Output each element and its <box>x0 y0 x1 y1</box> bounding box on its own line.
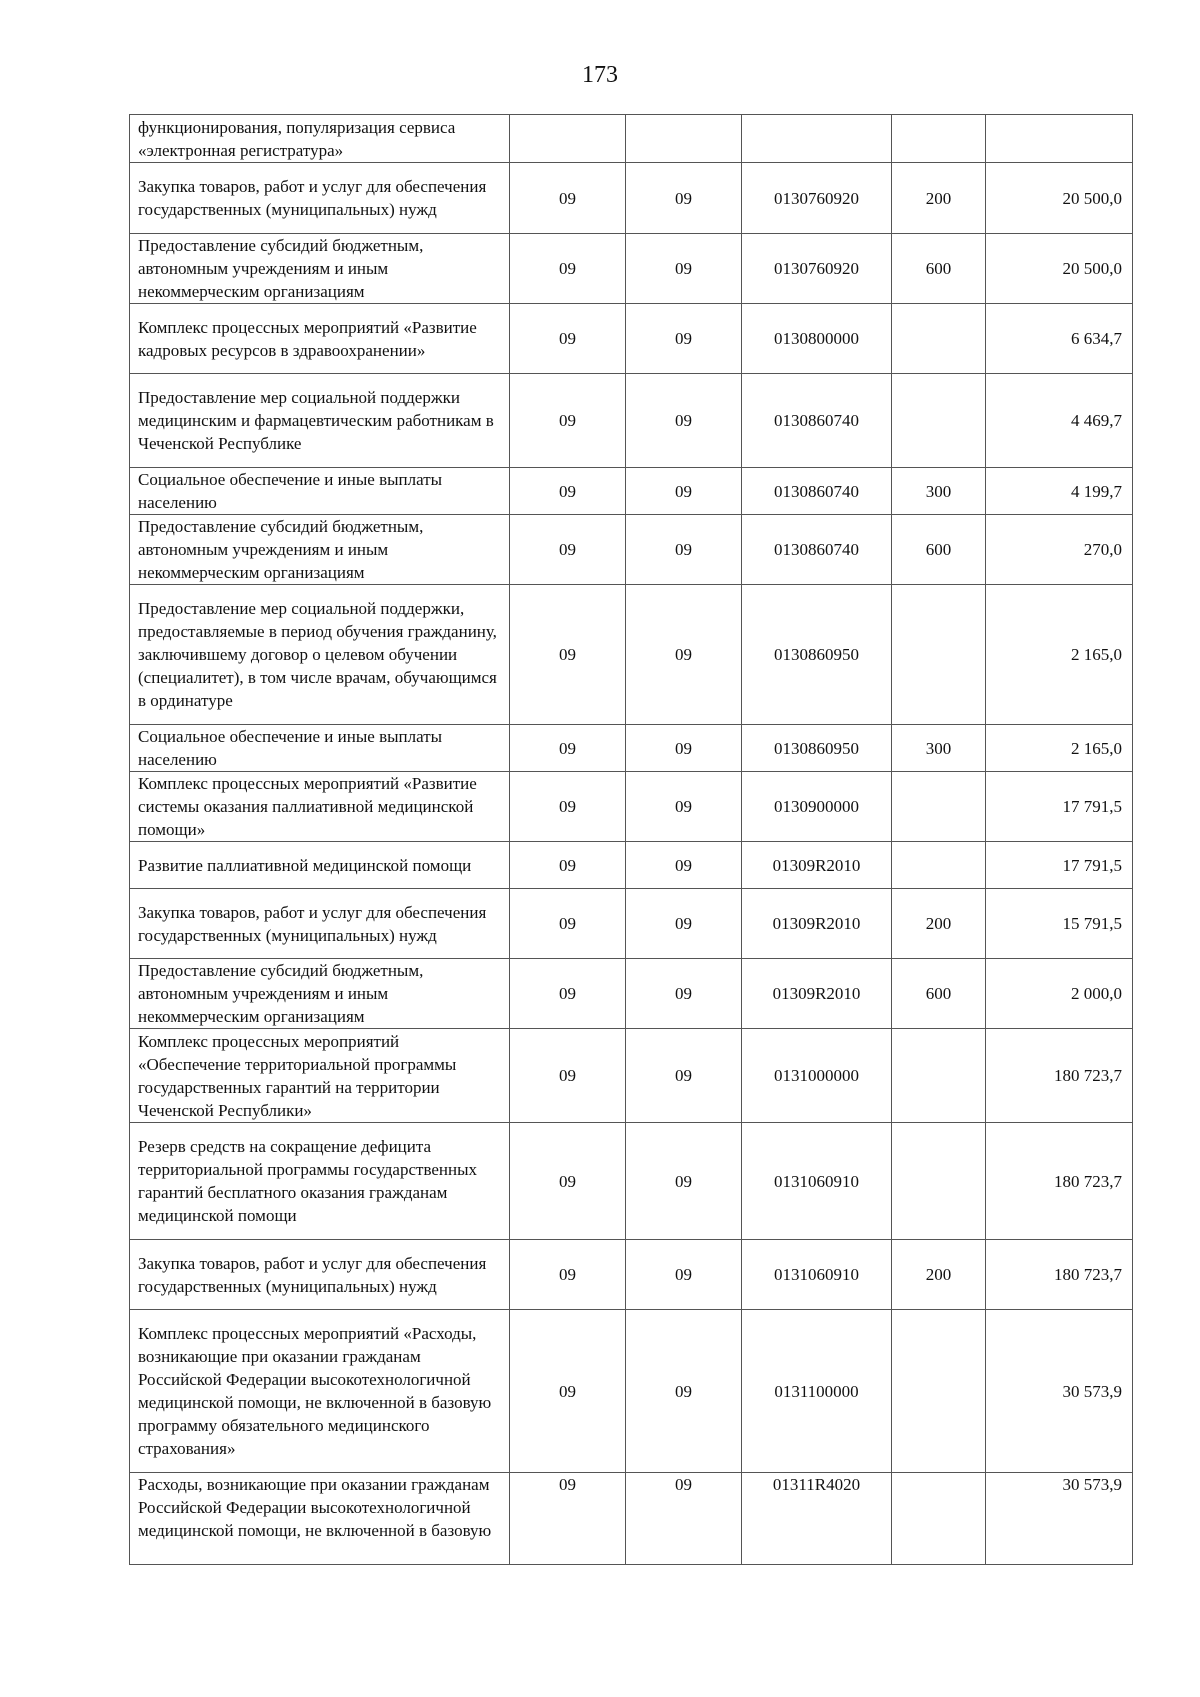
row-name: Комплекс процессных мероприятий «Развитие кадровых ресурсов в здравоохранении» <box>130 304 510 374</box>
row-subsection: 09 <box>626 585 742 725</box>
row-target-code: 01311R4020 <box>742 1473 892 1565</box>
row-amount: 4 199,7 <box>986 468 1133 515</box>
row-expense-type: 300 <box>892 725 986 772</box>
row-target-code: 01309R2010 <box>742 959 892 1029</box>
row-target-code: 0130860740 <box>742 374 892 468</box>
row-amount: 180 723,7 <box>986 1029 1133 1123</box>
table-row <box>130 842 1133 889</box>
row-target-code: 0130800000 <box>742 304 892 374</box>
row-name: Комплекс процессных мероприятий «Расходы, возникающие при оказании гражданам Российской Федерации высокотехнологичной медицинской помощи, не включенной в базовую программу обязательного медицинского страхования» <box>130 1310 510 1473</box>
row-subsection: 09 <box>626 725 742 772</box>
row-name: Предоставление мер социальной поддержки, предоставляемые в период обучения гражданину, заключившему договор о целевом обучении (специалитет), в том числе врачам, обучающимся в ординатуре <box>130 585 510 725</box>
row-subsection: 09 <box>626 1123 742 1240</box>
row-expense-type: 300 <box>892 468 986 515</box>
row-amount: 15 791,5 <box>986 889 1133 959</box>
row-name: Закупка товаров, работ и услуг для обеспечения государственных (муниципальных) нужд <box>130 889 510 959</box>
row-amount: 180 723,7 <box>986 1240 1133 1310</box>
row-expense-type: 600 <box>892 234 986 304</box>
row-section: 09 <box>510 585 626 725</box>
row-target-code: 0130760920 <box>742 234 892 304</box>
row-target-code: 0130860740 <box>742 515 892 585</box>
row-section: 09 <box>510 304 626 374</box>
row-section: 09 <box>510 1029 626 1123</box>
row-target-code <box>742 115 892 163</box>
row-section: 09 <box>510 163 626 234</box>
row-target-code: 0131100000 <box>742 1310 892 1473</box>
row-section: 09 <box>510 1310 626 1473</box>
table-row <box>130 234 1133 304</box>
row-subsection: 09 <box>626 959 742 1029</box>
table-row <box>130 374 1133 468</box>
row-target-code: 0130860740 <box>742 468 892 515</box>
row-expense-type <box>892 374 986 468</box>
row-amount: 180 723,7 <box>986 1123 1133 1240</box>
row-section: 09 <box>510 772 626 842</box>
row-expense-type: 600 <box>892 959 986 1029</box>
row-subsection: 09 <box>626 1240 742 1310</box>
row-subsection: 09 <box>626 163 742 234</box>
row-expense-type <box>892 1029 986 1123</box>
row-name: функционирования, популяризация сервиса «электронная регистратура» <box>130 115 510 163</box>
row-amount: 17 791,5 <box>986 842 1133 889</box>
row-amount: 2 165,0 <box>986 585 1133 725</box>
row-expense-type <box>892 1310 986 1473</box>
table-row <box>130 1240 1133 1310</box>
row-amount: 6 634,7 <box>986 304 1133 374</box>
row-target-code: 0130900000 <box>742 772 892 842</box>
table-row <box>130 1473 1133 1565</box>
row-target-code: 0130860950 <box>742 585 892 725</box>
row-section: 09 <box>510 1240 626 1310</box>
table-row <box>130 515 1133 585</box>
row-name: Закупка товаров, работ и услуг для обеспечения государственных (муниципальных) нужд <box>130 1240 510 1310</box>
row-subsection: 09 <box>626 468 742 515</box>
row-section: 09 <box>510 889 626 959</box>
table-row <box>130 163 1133 234</box>
row-amount <box>986 115 1133 163</box>
row-amount: 17 791,5 <box>986 772 1133 842</box>
table-row <box>130 468 1133 515</box>
row-target-code: 0130860950 <box>742 725 892 772</box>
row-section: 09 <box>510 842 626 889</box>
row-amount: 20 500,0 <box>986 234 1133 304</box>
row-amount: 30 573,9 <box>986 1310 1133 1473</box>
table-row <box>130 1123 1133 1240</box>
row-subsection: 09 <box>626 842 742 889</box>
row-name: Предоставление субсидий бюджетным, автономным учреждениям и иным некоммерческим организациям <box>130 234 510 304</box>
row-section: 09 <box>510 1123 626 1240</box>
row-section: 09 <box>510 515 626 585</box>
row-subsection: 09 <box>626 772 742 842</box>
row-name: Социальное обеспечение и иные выплаты населению <box>130 725 510 772</box>
row-amount: 30 573,9 <box>986 1473 1133 1565</box>
row-name: Развитие паллиативной медицинской помощи <box>130 842 510 889</box>
row-subsection: 09 <box>626 1029 742 1123</box>
table-row <box>130 304 1133 374</box>
table-row <box>130 1029 1133 1123</box>
row-target-code: 0131000000 <box>742 1029 892 1123</box>
row-amount: 2 165,0 <box>986 725 1133 772</box>
row-subsection: 09 <box>626 1473 742 1565</box>
row-expense-type: 200 <box>892 889 986 959</box>
row-expense-type <box>892 115 986 163</box>
page-number: 173 <box>582 62 618 88</box>
row-name: Предоставление субсидий бюджетным, автономным учреждениям и иным некоммерческим организациям <box>130 515 510 585</box>
row-name: Закупка товаров, работ и услуг для обеспечения государственных (муниципальных) нужд <box>130 163 510 234</box>
row-name: Комплекс процессных мероприятий «Развитие системы оказания паллиативной медицинской помощи» <box>130 772 510 842</box>
table-row <box>130 725 1133 772</box>
row-subsection: 09 <box>626 889 742 959</box>
table-row <box>130 772 1133 842</box>
row-expense-type <box>892 1123 986 1240</box>
budget-table-body <box>130 115 1133 1565</box>
table-row <box>130 1310 1133 1473</box>
row-target-code: 0130760920 <box>742 163 892 234</box>
row-section: 09 <box>510 468 626 515</box>
row-expense-type <box>892 842 986 889</box>
row-amount: 270,0 <box>986 515 1133 585</box>
row-expense-type <box>892 304 986 374</box>
row-subsection <box>626 115 742 163</box>
budget-table <box>129 114 1133 1565</box>
row-subsection: 09 <box>626 304 742 374</box>
row-target-code: 0131060910 <box>742 1123 892 1240</box>
row-section: 09 <box>510 725 626 772</box>
row-section: 09 <box>510 374 626 468</box>
row-amount: 4 469,7 <box>986 374 1133 468</box>
row-name: Резерв средств на сокращение дефицита территориальной программы государственных гарантий бесплатного оказания гражданам медицинской помощи <box>130 1123 510 1240</box>
table-row <box>130 585 1133 725</box>
row-expense-type: 200 <box>892 1240 986 1310</box>
table-row <box>130 959 1133 1029</box>
row-target-code: 01309R2010 <box>742 889 892 959</box>
row-name: Комплекс процессных мероприятий «Обеспечение территориальной программы государственных гарантий на территории Чеченской Республики» <box>130 1029 510 1123</box>
row-subsection: 09 <box>626 234 742 304</box>
table-row <box>130 889 1133 959</box>
row-target-code: 0131060910 <box>742 1240 892 1310</box>
row-subsection: 09 <box>626 1310 742 1473</box>
row-section: 09 <box>510 959 626 1029</box>
row-expense-type <box>892 1473 986 1565</box>
row-name: Социальное обеспечение и иные выплаты населению <box>130 468 510 515</box>
row-name: Предоставление мер социальной поддержки медицинским и фармацевтическим работникам в Чеченской Республике <box>130 374 510 468</box>
row-target-code: 01309R2010 <box>742 842 892 889</box>
row-expense-type: 600 <box>892 515 986 585</box>
row-name: Расходы, возникающие при оказании гражданам Российской Федерации высокотехнологичной медицинской помощи, не включенной в базовую <box>130 1473 510 1565</box>
row-section <box>510 115 626 163</box>
row-expense-type <box>892 772 986 842</box>
table-row <box>130 115 1133 163</box>
row-name: Предоставление субсидий бюджетным, автономным учреждениям и иным некоммерческим организациям <box>130 959 510 1029</box>
row-subsection: 09 <box>626 515 742 585</box>
row-expense-type <box>892 585 986 725</box>
row-subsection: 09 <box>626 374 742 468</box>
row-section: 09 <box>510 1473 626 1565</box>
row-amount: 20 500,0 <box>986 163 1133 234</box>
row-amount: 2 000,0 <box>986 959 1133 1029</box>
row-expense-type: 200 <box>892 163 986 234</box>
row-section: 09 <box>510 234 626 304</box>
